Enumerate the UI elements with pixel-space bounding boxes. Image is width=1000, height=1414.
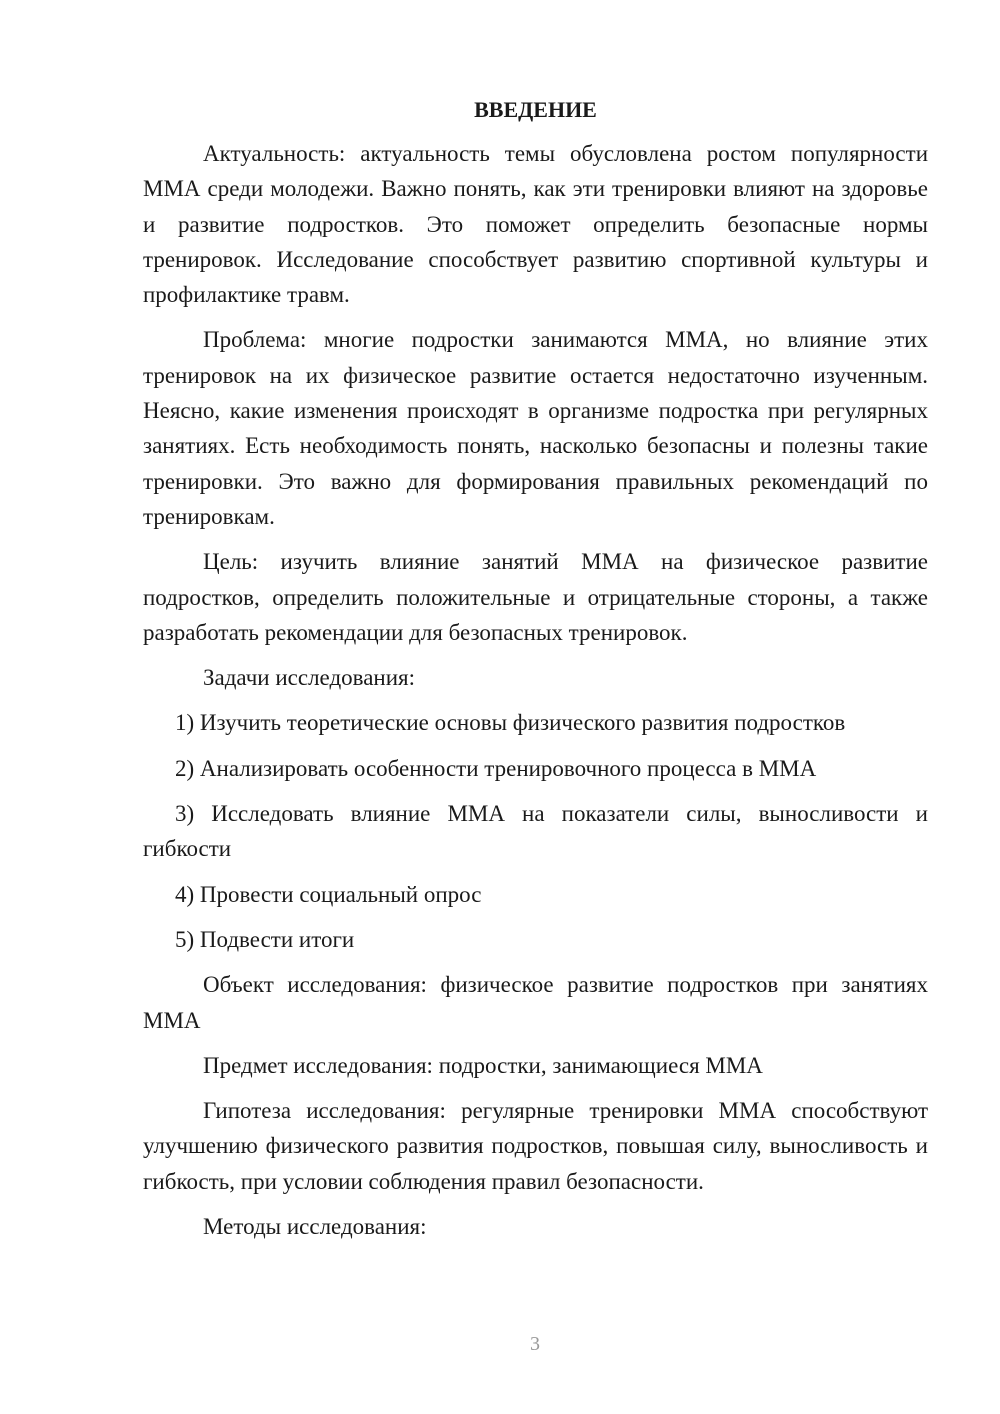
subject-paragraph: Предмет исследования: подростки, занимающиеся ММА [203, 1052, 763, 1078]
section-title: ВВЕДЕНИЕ [474, 97, 597, 122]
task-item-3: 3) Исследовать влияние ММА на показатели силы, выносливости и гибкости [143, 801, 928, 862]
tasks-heading: Задачи исследования: [203, 665, 416, 691]
task-item-1: 1) Изучить теоретические основы физического развития подростков [175, 710, 846, 736]
task-item-2: 2) Анализировать особенности тренировочного процесса в ММА [175, 755, 817, 781]
object-paragraph: Объект исследования: физическое развитие подростков при занятиях ММА [143, 972, 928, 1033]
document-page [143, 94, 928, 1244]
methods-heading: Методы исследования: [203, 1214, 427, 1240]
goal-paragraph: Цель: изучить влияние занятий ММА на физическое развитие подростков, определить положительные и отрицательные стороны, а также разработать рекомендации для безопасных тренировок. [143, 549, 928, 645]
task-item-5: 5) Подвести итоги [175, 926, 355, 952]
task-item-4: 4) Провести социальный опрос [175, 881, 482, 907]
hypothesis-paragraph: Гипотеза исследования: регулярные тренировки ММА способствуют улучшению физического развития подростков, повышая силу, выносливость и гибкость, при условии соблюдения правил безопасности. [143, 1098, 928, 1194]
page-number: 3 [530, 1333, 540, 1355]
problem-paragraph: Проблема: многие подростки занимаются ММА, но влияние этих тренировок на их физическое развитие остается недостаточно изученным. Неясно, какие изменения происходят в организме подростка при регулярных занятиях. Есть необходимость понять, насколько безопасны и полезны такие тренировки. Это важно для формирования правильных рекомендаций по тренировкам. [143, 327, 928, 529]
relevance-paragraph: Актуальность: актуальность темы обусловлена ростом популярности ММА среди молодежи. Важно понять, как эти тренировки влияют на здоровье и развитие подростков. Это поможет определить безопасные нормы тренировок. Исследование способствует развитию спортивной культуры и профилактике травм. [143, 141, 928, 308]
